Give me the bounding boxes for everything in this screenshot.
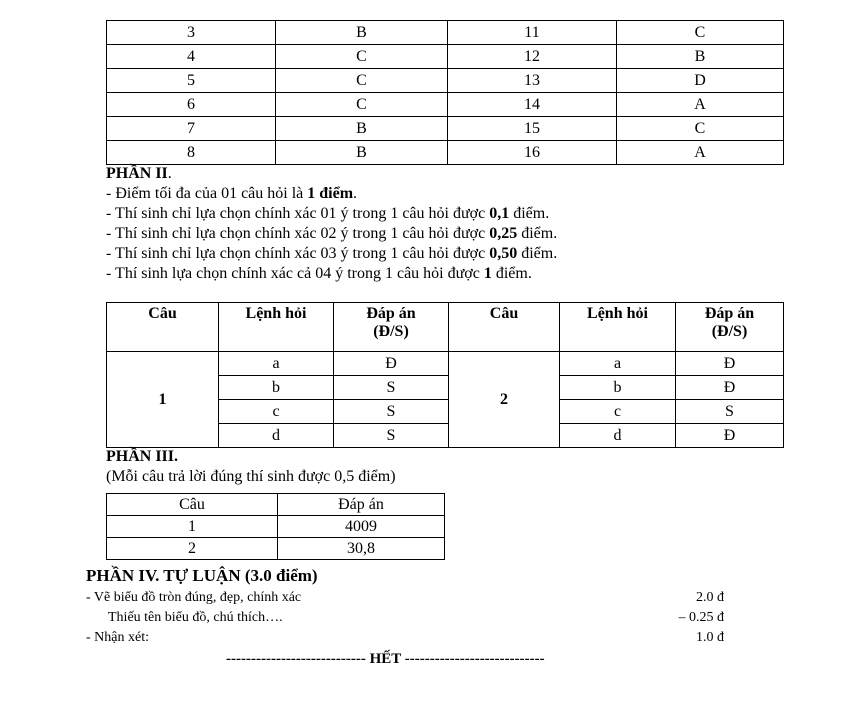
- part4-title-points: 3.0 điểm: [250, 566, 312, 585]
- part2-section: [106, 164, 557, 284]
- rule-text: - Thí sinh chỉ lựa chọn chính xác 02 ý trong 1 câu hỏi được: [106, 225, 490, 242]
- answer-table-part1: [106, 20, 784, 165]
- table-cell: 3: [107, 21, 276, 45]
- table-cell: B: [617, 45, 784, 69]
- table-cell: 15: [448, 117, 617, 141]
- rule-text-end: điểm.: [517, 245, 558, 262]
- rule-emphasis: 1 điểm: [307, 185, 354, 202]
- part3-note: (Mỗi câu trả lời đúng thí sinh được 0,5 điểm): [106, 468, 396, 485]
- answer-table-part3: [106, 493, 445, 560]
- part4-criterion-3: - Nhận xét:: [86, 630, 149, 645]
- table-cell: B: [276, 141, 448, 165]
- table-cell: d: [219, 424, 334, 448]
- table-cell: Đ: [334, 352, 449, 376]
- col-header-cau: Câu: [107, 494, 278, 516]
- rule-emphasis: 1: [483, 265, 492, 282]
- table-row: [107, 141, 784, 165]
- table-cell: C: [276, 93, 448, 117]
- table-cell: S: [676, 400, 784, 424]
- header-line: Đáp án: [704, 305, 755, 322]
- part4-score-1: 2.0 đ: [696, 590, 724, 605]
- table-cell: 6: [107, 93, 276, 117]
- col-header-lenh-hoi-2: Lệnh hỏi: [560, 303, 676, 352]
- rule-text-end: .: [353, 185, 358, 202]
- part4-criterion-1: - Vẽ biểu đồ tròn đúng, đẹp, chính xác: [86, 590, 302, 605]
- table-header-row: [107, 303, 784, 352]
- part4-title-end: ): [311, 566, 318, 585]
- part2-rule-5: [106, 264, 557, 284]
- col-header-cau-1: Câu: [107, 303, 219, 352]
- part4-criterion-2: Thiếu tên biểu đồ, chú thích….: [108, 610, 283, 625]
- table-cell: 1: [107, 516, 278, 538]
- part3-section: [106, 447, 396, 487]
- table-cell: S: [334, 376, 449, 400]
- table-cell: C: [276, 69, 448, 93]
- rule-text-end: điểm.: [517, 225, 558, 242]
- col-header-cau-2: Câu: [449, 303, 560, 352]
- table-cell: d: [560, 424, 676, 448]
- part4-score-3: 1.0 đ: [696, 630, 724, 645]
- part4-score-2: – 0.25 đ: [678, 610, 724, 625]
- header-line: Đáp án: [366, 305, 416, 322]
- table-cell: S: [334, 424, 449, 448]
- table-row: [107, 93, 784, 117]
- table-cell: c: [219, 400, 334, 424]
- table-cell: 4009: [278, 516, 445, 538]
- header-line: (Đ/S): [373, 323, 409, 340]
- table-cell: C: [276, 45, 448, 69]
- table-row: [107, 117, 784, 141]
- part2-rule-1: [106, 184, 557, 204]
- table-row: [107, 352, 784, 376]
- rule-text: - Điểm tối đa của 01 câu hỏi là: [106, 185, 308, 202]
- table-row: [107, 21, 784, 45]
- rule-text-end: điểm.: [509, 205, 550, 222]
- answer-table-part2: [106, 302, 784, 448]
- table-cell: B: [276, 21, 448, 45]
- table-cell: a: [219, 352, 334, 376]
- part3-title: PHẦN III.: [106, 448, 179, 465]
- col-header-dap-an-1: [334, 303, 449, 352]
- table-cell: S: [334, 400, 449, 424]
- table-row: [107, 516, 445, 538]
- part2-rule-3: [106, 224, 557, 244]
- table-cell: 4: [107, 45, 276, 69]
- table-cell: A: [617, 141, 784, 165]
- table-cell: B: [276, 117, 448, 141]
- table-cell: 30,8: [278, 538, 445, 560]
- col-header-dap-an-2: [676, 303, 784, 352]
- table-cell: a: [560, 352, 676, 376]
- table-cell: 2: [107, 538, 278, 560]
- part4-title-text: PHẦN IV. TỰ LUẬN (: [86, 566, 251, 585]
- table-row: [107, 69, 784, 93]
- table-cell: A: [617, 93, 784, 117]
- table-cell: 5: [107, 69, 276, 93]
- table-cell: C: [617, 117, 784, 141]
- rule-emphasis: 0,25: [489, 225, 518, 242]
- table-cell: 11: [448, 21, 617, 45]
- part2-rule-2: [106, 204, 557, 224]
- table-cell: 8: [107, 141, 276, 165]
- question-number-2: 2: [449, 352, 560, 448]
- rule-text: - Thí sinh chỉ lựa chọn chính xác 01 ý trong 1 câu hỏi được: [106, 205, 490, 222]
- col-header-lenh-hoi-1: Lệnh hỏi: [219, 303, 334, 352]
- part2-title-text: PHẦN II: [106, 165, 168, 182]
- table-cell: 14: [448, 93, 617, 117]
- table-cell: 13: [448, 69, 617, 93]
- table-cell: C: [617, 21, 784, 45]
- end-marker: ---------------------------- HẾT ----------------------------: [226, 651, 545, 667]
- table-cell: D: [617, 69, 784, 93]
- table-row: [107, 45, 784, 69]
- rule-emphasis: 0,1: [489, 205, 510, 222]
- table-cell: 16: [448, 141, 617, 165]
- table-cell: 7: [107, 117, 276, 141]
- rule-text: - Thí sinh lựa chọn chính xác cả 04 ý trong 1 câu hỏi được: [106, 265, 484, 282]
- table-cell: Đ: [676, 424, 784, 448]
- table-cell: 12: [448, 45, 617, 69]
- rule-text: - Thí sinh chỉ lựa chọn chính xác 03 ý trong 1 câu hỏi được: [106, 245, 490, 262]
- table-cell: c: [560, 400, 676, 424]
- rule-text-end: điểm.: [491, 265, 532, 282]
- table-row: [107, 538, 445, 560]
- part2-title-dot: .: [167, 165, 172, 182]
- part2-title: [106, 164, 557, 184]
- part4-title: [86, 566, 318, 586]
- table-cell: b: [219, 376, 334, 400]
- header-line: (Đ/S): [711, 323, 748, 340]
- col-header-dap-an: Đáp án: [278, 494, 445, 516]
- table-cell: Đ: [676, 376, 784, 400]
- part2-rule-4: [106, 244, 557, 264]
- table-cell: Đ: [676, 352, 784, 376]
- table-header-row: [107, 494, 445, 516]
- question-number-1: 1: [107, 352, 219, 448]
- rule-emphasis: 0,50: [489, 245, 518, 262]
- table-cell: b: [560, 376, 676, 400]
